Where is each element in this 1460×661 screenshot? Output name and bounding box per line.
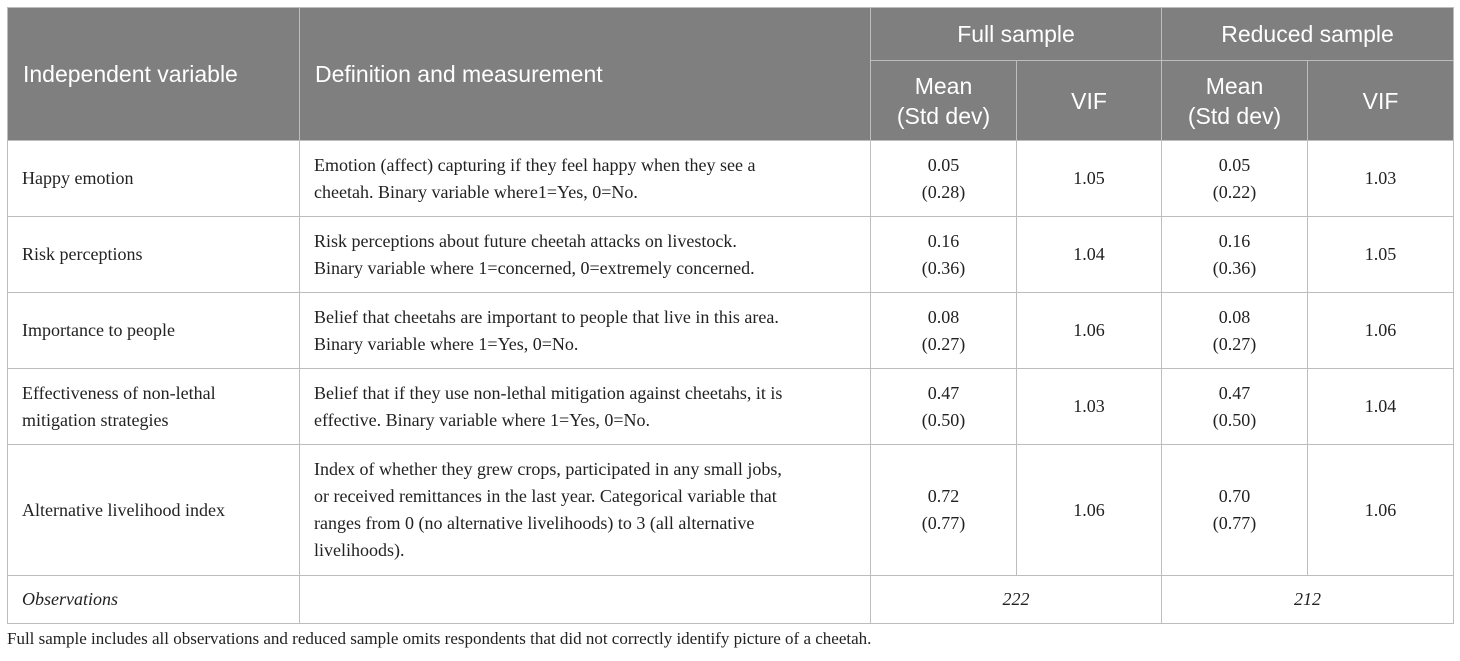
definition-line: Belief that cheetahs are important to people that live in this area. — [314, 306, 779, 327]
definition-cell — [300, 217, 871, 293]
reduced-vif-cell: 1.03 — [1308, 141, 1454, 217]
std-dev-label: (Std dev) — [896, 102, 991, 129]
full-vif-cell: 1.06 — [1017, 293, 1162, 369]
mean-value: 0.16 — [927, 230, 960, 251]
definition-line: livelihoods). — [314, 540, 405, 560]
sd-value: (0.36) — [1212, 257, 1257, 278]
mean-value: 0.08 — [1218, 306, 1251, 327]
observations-row — [8, 576, 1454, 624]
definition-line: Risk perceptions about future cheetah attacks on livestock. — [314, 230, 737, 251]
mean-value: 0.47 — [927, 382, 960, 403]
mean-value: 0.47 — [1218, 382, 1251, 403]
sd-value: (0.77) — [1212, 513, 1257, 533]
variable-line: mitigation strategies — [22, 409, 169, 430]
header-reduced-vif: VIF — [1308, 61, 1454, 141]
full-vif-cell: 1.06 — [1017, 445, 1162, 576]
definition-line: Belief that if they use non-lethal mitigation against cheetahs, it is — [314, 382, 783, 403]
definition-line: or received remittances in the last year. Categorical variable that — [314, 486, 777, 506]
definition-cell — [300, 293, 871, 369]
full-mean-cell — [871, 445, 1017, 576]
definition-cell — [300, 141, 871, 217]
definition-line: Binary variable where 1=concerned, 0=extremely concerned. — [314, 257, 755, 278]
mean-value: 0.72 — [927, 486, 960, 506]
definition-cell — [300, 369, 871, 445]
table-row — [8, 217, 1454, 293]
observations-full-value: 222 — [871, 576, 1162, 624]
sd-value: (0.27) — [1212, 333, 1257, 354]
table-row — [8, 293, 1454, 369]
mean-value: 0.70 — [1218, 486, 1251, 506]
variable-cell — [8, 369, 300, 445]
header-reduced-mean — [1162, 61, 1308, 141]
variable-line: Effectiveness of non-lethal — [22, 382, 216, 403]
sd-value: (0.27) — [921, 333, 966, 354]
std-dev-label: (Std dev) — [1187, 102, 1282, 129]
reduced-vif-cell: 1.04 — [1308, 369, 1454, 445]
reduced-vif-cell: 1.06 — [1308, 445, 1454, 576]
full-mean-cell — [871, 293, 1017, 369]
header-full-mean — [871, 61, 1017, 141]
mean-value: 0.05 — [1218, 154, 1251, 175]
full-vif-cell: 1.04 — [1017, 217, 1162, 293]
table-row — [8, 445, 1454, 576]
header-definition: Definition and measurement — [300, 8, 871, 141]
definition-line: cheetah. Binary variable where1=Yes, 0=No. — [314, 181, 638, 202]
variable-line: Importance to people — [22, 320, 175, 340]
table-row — [8, 369, 1454, 445]
definition-line: ranges from 0 (no alternative livelihoods) to 3 (all alternative — [314, 513, 755, 533]
definition-line: effective. Binary variable where 1=Yes, 0=No. — [314, 409, 651, 430]
variables-table — [7, 7, 1454, 624]
reduced-mean-cell — [1162, 293, 1308, 369]
mean-value: 0.05 — [927, 154, 960, 175]
full-mean-cell — [871, 369, 1017, 445]
observations-label: Observations — [8, 576, 300, 624]
table-row — [8, 141, 1454, 217]
full-mean-cell — [871, 141, 1017, 217]
sd-value: (0.22) — [1212, 181, 1257, 202]
mean-label: Mean — [914, 72, 973, 99]
header-full-sample: Full sample — [871, 8, 1162, 61]
variable-line: Risk perceptions — [22, 244, 143, 264]
variable-cell — [8, 217, 300, 293]
reduced-mean-cell — [1162, 369, 1308, 445]
definition-line: Index of whether they grew crops, participated in any small jobs, — [314, 459, 782, 479]
sd-value: (0.77) — [921, 513, 966, 533]
header-reduced-sample: Reduced sample — [1162, 8, 1454, 61]
reduced-vif-cell: 1.05 — [1308, 217, 1454, 293]
variable-line: Alternative livelihood index — [22, 499, 225, 520]
reduced-mean-cell — [1162, 217, 1308, 293]
header-independent-variable: Independent variable — [8, 8, 300, 141]
variable-line: Happy emotion — [22, 168, 134, 188]
reduced-vif-cell: 1.06 — [1308, 293, 1454, 369]
table-footnote: Full sample includes all observations and reduced sample omits respondents that did not correctly identify picture of a cheetah. — [7, 629, 872, 648]
sd-value: (0.50) — [921, 409, 966, 430]
variable-cell — [8, 141, 300, 217]
observations-reduced-value: 212 — [1162, 576, 1454, 624]
definition-line: Binary variable where 1=Yes, 0=No. — [314, 333, 579, 354]
sd-value: (0.36) — [921, 257, 966, 278]
definition-cell — [300, 445, 871, 576]
definition-line: Emotion (affect) capturing if they feel happy when they see a — [314, 154, 756, 175]
mean-value: 0.08 — [927, 306, 960, 327]
observations-empty-cell — [300, 576, 871, 624]
full-vif-cell: 1.03 — [1017, 369, 1162, 445]
reduced-mean-cell — [1162, 445, 1308, 576]
variable-cell — [8, 293, 300, 369]
sd-value: (0.28) — [921, 181, 966, 202]
mean-label: Mean — [1205, 72, 1264, 99]
sd-value: (0.50) — [1212, 409, 1257, 430]
header-full-vif: VIF — [1017, 61, 1162, 141]
full-mean-cell — [871, 217, 1017, 293]
full-vif-cell: 1.05 — [1017, 141, 1162, 217]
reduced-mean-cell — [1162, 141, 1308, 217]
variable-cell — [8, 445, 300, 576]
mean-value: 0.16 — [1218, 230, 1251, 251]
